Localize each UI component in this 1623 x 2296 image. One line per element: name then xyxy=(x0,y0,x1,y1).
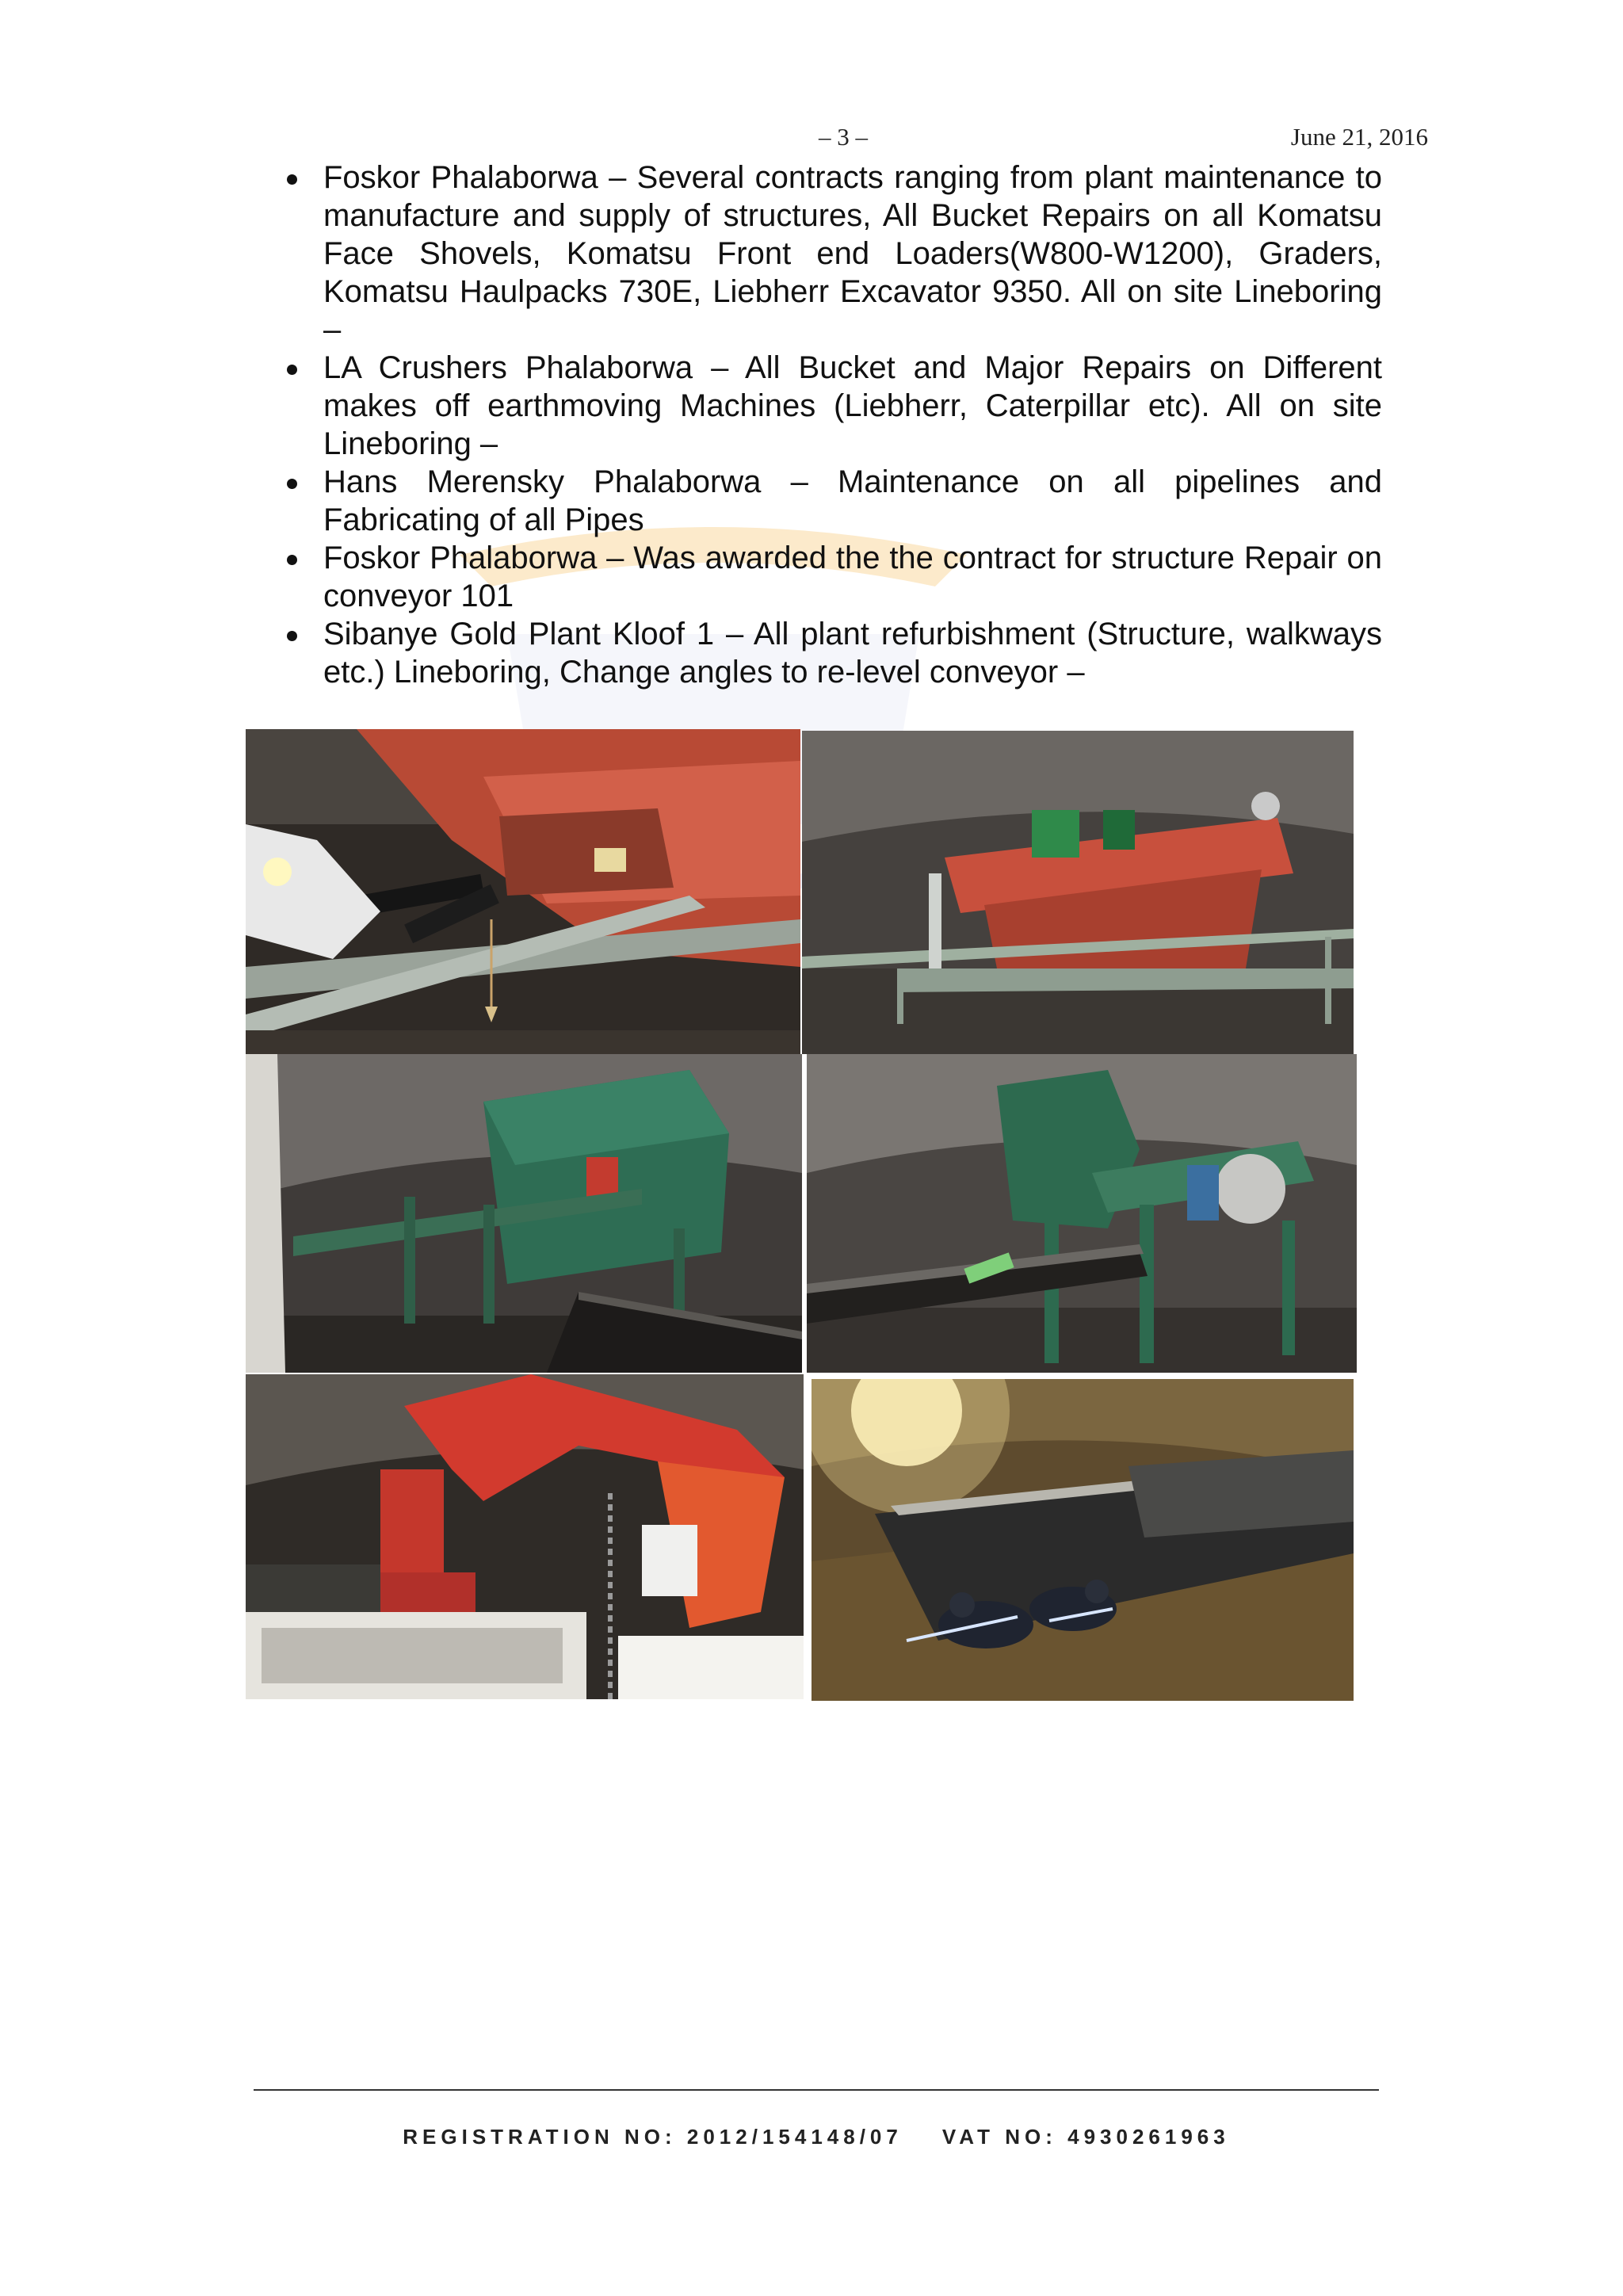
page-number: – 3 – xyxy=(819,123,868,151)
registration-number: REGISTRATION NO: 2012/154148/07 xyxy=(403,2125,903,2149)
bullet-icon xyxy=(287,174,297,185)
list-item-text: Sibanye Gold Plant Kloof 1 – All plant refurbishment (Structure, walkways etc.) Lineboring, Change angles to re-level conveyor – xyxy=(323,617,1382,690)
vat-number: VAT NO: 4930261963 xyxy=(941,2125,1230,2149)
list-item-text: Hans Merensky Phalaborwa – Maintenance on all pipelines and Fabricating of all Pipes xyxy=(323,464,1382,537)
photo-green-conveyor-drive-left xyxy=(246,1054,802,1373)
list-item-text: Foskor Phalaborwa – Several contracts ranging from plant maintenance to manufacture and supply of structures, All Bucket Repairs on all Komatsu Face Shovels, Komatsu Front end Loaders(W800-W1200), Graders, Komatsu Haulpacks 730E, Liebherr Excavator 9350. All on site Lineboring – xyxy=(323,160,1382,347)
list-item xyxy=(285,539,1382,615)
list-item-text: Foskor Phalaborwa – Was awarded the the contract for structure Repair on conveyor 101 xyxy=(323,541,1382,613)
photo-conveyor-idler-inspection xyxy=(246,729,800,1054)
photo-workers-underground-conveyor xyxy=(812,1379,1354,1701)
footer-divider xyxy=(254,2089,1379,2091)
list-item xyxy=(285,615,1382,691)
contract-list xyxy=(285,159,1382,691)
photo-red-conveyor-structure xyxy=(802,731,1354,1054)
bullet-icon xyxy=(287,365,297,375)
list-item xyxy=(285,159,1382,349)
document-date: June 21, 2016 xyxy=(1290,123,1428,151)
list-item xyxy=(285,349,1382,463)
bullet-icon xyxy=(287,555,297,565)
bullet-icon xyxy=(287,479,297,489)
list-item xyxy=(285,463,1382,539)
photo-green-conveyor-drive-right xyxy=(807,1054,1357,1373)
photo-red-hydraulic-breaker xyxy=(246,1374,804,1699)
footer-registration xyxy=(254,2125,1379,2149)
bullet-icon xyxy=(287,631,297,641)
list-item-text: LA Crushers Phalaborwa – All Bucket and Major Repairs on Different makes off earthmoving Machines (Liebherr, Caterpillar etc). All on site Lineboring – xyxy=(323,350,1382,461)
